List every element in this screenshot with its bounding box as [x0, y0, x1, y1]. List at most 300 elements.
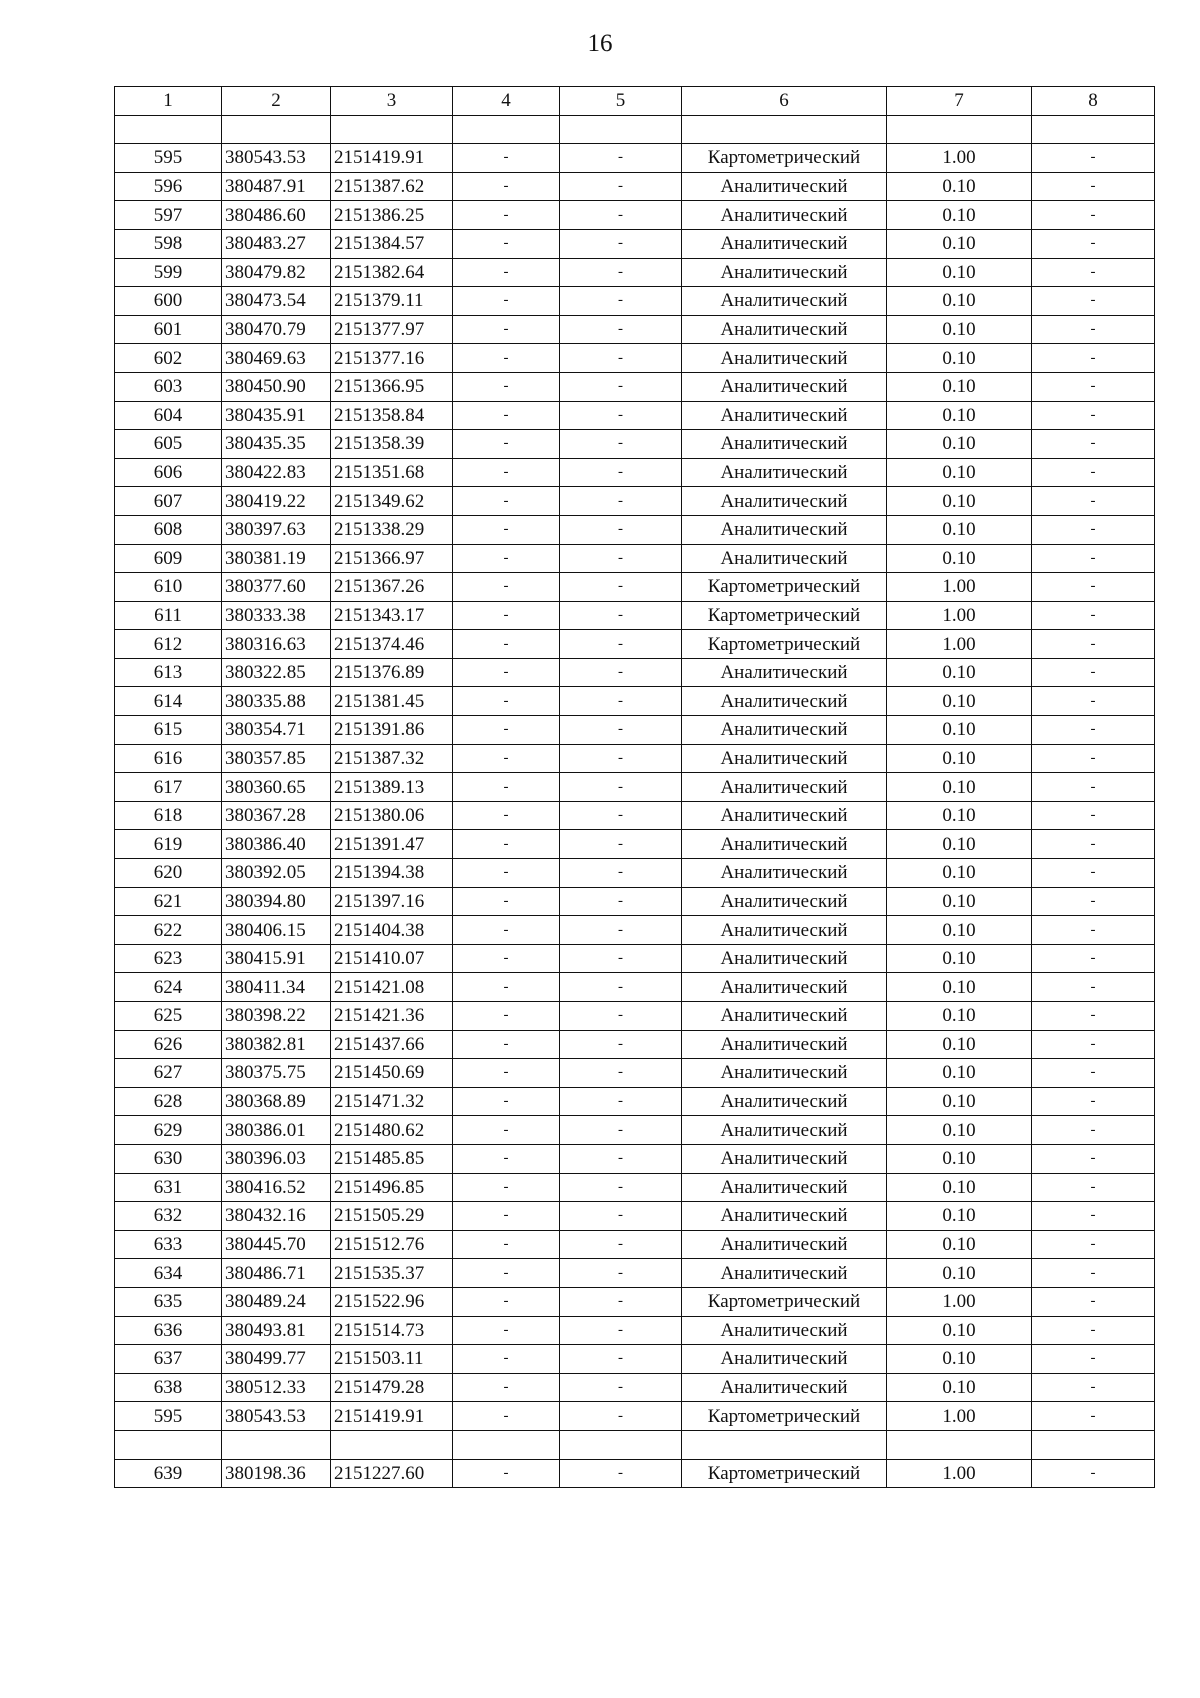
table-cell: Аналитический	[682, 859, 887, 888]
table-cell: -	[560, 916, 682, 945]
table-cell: Аналитический	[682, 1259, 887, 1288]
table-cell: 629	[115, 1116, 222, 1145]
table-cell: Картометрический	[682, 1402, 887, 1431]
table-cell: 2151366.95	[331, 372, 453, 401]
table-cell: -	[1032, 973, 1155, 1002]
table-cell: 1.00	[887, 1459, 1032, 1488]
table-cell: -	[560, 458, 682, 487]
table-cell: -	[453, 344, 560, 373]
table-cell: -	[453, 1116, 560, 1145]
table-cell: -	[453, 1173, 560, 1202]
table-cell: 612	[115, 630, 222, 659]
table-cell: 0.10	[887, 258, 1032, 287]
table-row	[115, 487, 1155, 516]
empty-row	[115, 1430, 1155, 1459]
table-cell: -	[560, 1402, 682, 1431]
table-row	[115, 287, 1155, 316]
table-cell: 2151382.64	[331, 258, 453, 287]
table-cell: 0.10	[887, 859, 1032, 888]
table-cell: 0.10	[887, 1173, 1032, 1202]
table-cell: -	[453, 1345, 560, 1374]
table-cell: 597	[115, 201, 222, 230]
table-cell: Аналитический	[682, 1087, 887, 1116]
table-cell: Аналитический	[682, 916, 887, 945]
table-row	[115, 630, 1155, 659]
table-cell: 610	[115, 573, 222, 602]
table-cell: 622	[115, 916, 222, 945]
table-cell: -	[453, 830, 560, 859]
table-cell	[331, 115, 453, 144]
table-cell	[222, 115, 331, 144]
table-cell: -	[560, 1173, 682, 1202]
table-cell: Картометрический	[682, 601, 887, 630]
table-row	[115, 172, 1155, 201]
table-cell: -	[1032, 458, 1155, 487]
table-cell: -	[560, 1345, 682, 1374]
table-cell: 638	[115, 1373, 222, 1402]
table-cell: -	[560, 687, 682, 716]
table-row	[115, 144, 1155, 173]
table-cell: 2151349.62	[331, 487, 453, 516]
table-cell: 1.00	[887, 1402, 1032, 1431]
table-cell: Аналитический	[682, 172, 887, 201]
column-header-3: 3	[331, 87, 453, 116]
table-cell: -	[453, 630, 560, 659]
table-cell: 380381.19	[222, 544, 331, 573]
table-row	[115, 1259, 1155, 1288]
table-cell: -	[453, 1059, 560, 1088]
table-cell: -	[560, 1030, 682, 1059]
table-cell	[682, 1430, 887, 1459]
table-cell: 2151514.73	[331, 1316, 453, 1345]
table-cell: 2151367.26	[331, 573, 453, 602]
table-cell: 0.10	[887, 544, 1032, 573]
table-cell: -	[560, 1144, 682, 1173]
table-cell: -	[560, 1059, 682, 1088]
table-cell: 595	[115, 144, 222, 173]
table-cell: 616	[115, 744, 222, 773]
table-cell: -	[1032, 1202, 1155, 1231]
table-cell: -	[560, 544, 682, 573]
table-cell: -	[1032, 830, 1155, 859]
table-cell: -	[1032, 287, 1155, 316]
table-cell: Аналитический	[682, 716, 887, 745]
table-cell: Картометрический	[682, 1459, 887, 1488]
table-cell: -	[453, 1316, 560, 1345]
table-cell: 2151377.16	[331, 344, 453, 373]
table-cell: -	[1032, 258, 1155, 287]
column-header-1: 1	[115, 87, 222, 116]
table-row	[115, 973, 1155, 1002]
table-cell: -	[560, 773, 682, 802]
table-cell: Аналитический	[682, 458, 887, 487]
table-cell: -	[1032, 630, 1155, 659]
table-cell: 380411.34	[222, 973, 331, 1002]
table-cell: 2151391.47	[331, 830, 453, 859]
table-cell: 602	[115, 344, 222, 373]
table-cell: 0.10	[887, 1144, 1032, 1173]
table-cell: -	[453, 229, 560, 258]
table-cell: 380322.85	[222, 658, 331, 687]
table-cell: 380415.91	[222, 944, 331, 973]
table-cell: 2151384.57	[331, 229, 453, 258]
table-cell: Аналитический	[682, 401, 887, 430]
table-cell: 2151338.29	[331, 515, 453, 544]
table-cell: -	[560, 229, 682, 258]
table-cell: -	[1032, 1002, 1155, 1031]
table-cell: 606	[115, 458, 222, 487]
table-cell: -	[560, 1259, 682, 1288]
table-cell: -	[453, 1259, 560, 1288]
table-row	[115, 801, 1155, 830]
table-cell: 600	[115, 287, 222, 316]
table-cell: 380333.38	[222, 601, 331, 630]
table-cell: 0.10	[887, 1059, 1032, 1088]
table-cell: -	[560, 144, 682, 173]
table-cell: Аналитический	[682, 430, 887, 459]
table-cell: -	[1032, 773, 1155, 802]
table-cell: -	[1032, 172, 1155, 201]
table-cell: Аналитический	[682, 201, 887, 230]
table-cell: -	[1032, 315, 1155, 344]
table-cell: 617	[115, 773, 222, 802]
table-cell: 380445.70	[222, 1230, 331, 1259]
table-cell	[560, 1430, 682, 1459]
column-header-4: 4	[453, 87, 560, 116]
table-cell: 380416.52	[222, 1173, 331, 1202]
table-cell: 635	[115, 1287, 222, 1316]
column-header-8: 8	[1032, 87, 1155, 116]
table-cell: -	[453, 372, 560, 401]
table-cell: 624	[115, 973, 222, 1002]
table-cell: -	[453, 430, 560, 459]
table-cell: Аналитический	[682, 1230, 887, 1259]
table-row	[115, 258, 1155, 287]
table-cell: -	[1032, 372, 1155, 401]
table-cell: 380392.05	[222, 859, 331, 888]
table-cell: 380543.53	[222, 144, 331, 173]
table-cell: -	[1032, 887, 1155, 916]
coordinates-table	[114, 86, 1155, 1488]
table-cell: 380198.36	[222, 1459, 331, 1488]
table-cell: 2151380.06	[331, 801, 453, 830]
table-cell: -	[560, 1002, 682, 1031]
table-cell: 608	[115, 515, 222, 544]
table-cell: 2151343.17	[331, 601, 453, 630]
table-cell: -	[453, 201, 560, 230]
table-cell: Аналитический	[682, 658, 887, 687]
table-row	[115, 716, 1155, 745]
table-cell: 0.10	[887, 1316, 1032, 1345]
table-cell: 0.10	[887, 1002, 1032, 1031]
table-cell: -	[453, 801, 560, 830]
table-row	[115, 1402, 1155, 1431]
table-cell: -	[453, 944, 560, 973]
table-cell: 380335.88	[222, 687, 331, 716]
table-cell: 637	[115, 1345, 222, 1374]
table-row	[115, 773, 1155, 802]
table-cell: -	[560, 201, 682, 230]
table-cell	[1032, 1430, 1155, 1459]
table-cell: Аналитический	[682, 1202, 887, 1231]
table-cell: -	[560, 801, 682, 830]
table-cell: 601	[115, 315, 222, 344]
table-cell: -	[453, 515, 560, 544]
table-cell: 0.10	[887, 801, 1032, 830]
table-cell: -	[1032, 1345, 1155, 1374]
table-row	[115, 458, 1155, 487]
table-cell: -	[560, 172, 682, 201]
table-cell: 380354.71	[222, 716, 331, 745]
table-cell: -	[453, 1373, 560, 1402]
table-cell: 2151480.62	[331, 1116, 453, 1145]
table-cell: -	[453, 887, 560, 916]
table-cell: 380397.63	[222, 515, 331, 544]
table-cell: 2151358.84	[331, 401, 453, 430]
table-cell: -	[453, 1087, 560, 1116]
table-cell	[222, 1430, 331, 1459]
table-cell: 599	[115, 258, 222, 287]
table-cell: 380398.22	[222, 1002, 331, 1031]
table-cell: -	[560, 401, 682, 430]
table-cell: -	[1032, 1116, 1155, 1145]
table-cell: -	[1032, 859, 1155, 888]
table-cell: 2151512.76	[331, 1230, 453, 1259]
table-row	[115, 1002, 1155, 1031]
table-cell: 2151386.25	[331, 201, 453, 230]
table-cell: 595	[115, 1402, 222, 1431]
table-cell: 623	[115, 944, 222, 973]
table-cell: -	[1032, 201, 1155, 230]
table-cell: 2151503.11	[331, 1345, 453, 1374]
table-cell: -	[453, 687, 560, 716]
table-cell: -	[560, 973, 682, 1002]
table-row	[115, 515, 1155, 544]
table-cell: 0.10	[887, 401, 1032, 430]
table-cell: 1.00	[887, 144, 1032, 173]
table-cell: -	[1032, 716, 1155, 745]
table-cell: 0.10	[887, 1202, 1032, 1231]
table-row	[115, 315, 1155, 344]
table-cell: 2151377.97	[331, 315, 453, 344]
table-cell: 380375.75	[222, 1059, 331, 1088]
table-cell: 2151496.85	[331, 1173, 453, 1202]
table-cell: 633	[115, 1230, 222, 1259]
table-cell: -	[560, 601, 682, 630]
table-cell: 607	[115, 487, 222, 516]
table-cell: 0.10	[887, 973, 1032, 1002]
table-cell: Аналитический	[682, 944, 887, 973]
table-cell: -	[560, 1316, 682, 1345]
table-cell: 2151376.89	[331, 658, 453, 687]
table-cell: 0.10	[887, 430, 1032, 459]
table-cell: 2151227.60	[331, 1459, 453, 1488]
table-row	[115, 887, 1155, 916]
table-cell: -	[560, 315, 682, 344]
table-row	[115, 544, 1155, 573]
table-cell	[453, 115, 560, 144]
table-row	[115, 1316, 1155, 1345]
table-cell: -	[1032, 1287, 1155, 1316]
table-cell: 380386.40	[222, 830, 331, 859]
table-cell: Аналитический	[682, 744, 887, 773]
table-cell: Аналитический	[682, 315, 887, 344]
table-row	[115, 744, 1155, 773]
table-cell: 1.00	[887, 630, 1032, 659]
table-row	[115, 1459, 1155, 1488]
table-cell: 0.10	[887, 658, 1032, 687]
table-cell: 619	[115, 830, 222, 859]
table-body	[115, 115, 1155, 1488]
table-cell: -	[1032, 573, 1155, 602]
table-cell: 0.10	[887, 201, 1032, 230]
table-cell	[331, 1430, 453, 1459]
table-cell: 630	[115, 1144, 222, 1173]
table-cell: 626	[115, 1030, 222, 1059]
table-row	[115, 1116, 1155, 1145]
table-cell: -	[560, 430, 682, 459]
table-cell: 380487.91	[222, 172, 331, 201]
table-cell: -	[560, 515, 682, 544]
table-cell: -	[1032, 801, 1155, 830]
table-cell: 380435.91	[222, 401, 331, 430]
table-cell: 1.00	[887, 1287, 1032, 1316]
table-row	[115, 601, 1155, 630]
table-cell: -	[453, 315, 560, 344]
table-cell: 380435.35	[222, 430, 331, 459]
table-cell: Аналитический	[682, 287, 887, 316]
table-cell	[682, 115, 887, 144]
table-cell: 0.10	[887, 830, 1032, 859]
table-cell: 0.10	[887, 687, 1032, 716]
table-cell: -	[560, 716, 682, 745]
table-cell	[1032, 115, 1155, 144]
table-cell: -	[1032, 144, 1155, 173]
table-cell: -	[1032, 1087, 1155, 1116]
table-cell: -	[560, 1373, 682, 1402]
table-cell: 615	[115, 716, 222, 745]
table-cell: 639	[115, 1459, 222, 1488]
table-header-row	[115, 87, 1155, 116]
table-cell: -	[1032, 1316, 1155, 1345]
table-cell: -	[453, 487, 560, 516]
table-cell: 380483.27	[222, 229, 331, 258]
table-cell: 634	[115, 1259, 222, 1288]
table-cell: 627	[115, 1059, 222, 1088]
table-cell: Аналитический	[682, 801, 887, 830]
table-cell: 618	[115, 801, 222, 830]
table-cell: -	[560, 744, 682, 773]
table-cell: 604	[115, 401, 222, 430]
table-cell: Аналитический	[682, 1059, 887, 1088]
page-number: 16	[587, 30, 613, 57]
table-cell: Аналитический	[682, 973, 887, 1002]
table-cell: 2151505.29	[331, 1202, 453, 1231]
table-cell: 380512.33	[222, 1373, 331, 1402]
table-row	[115, 430, 1155, 459]
table-cell: -	[1032, 229, 1155, 258]
table-cell: 380450.90	[222, 372, 331, 401]
table-row	[115, 1059, 1155, 1088]
column-header-5: 5	[560, 87, 682, 116]
table-cell: -	[560, 1230, 682, 1259]
table-cell: -	[453, 1459, 560, 1488]
table-cell: -	[453, 973, 560, 1002]
table-cell: 0.10	[887, 744, 1032, 773]
table-cell: 0.10	[887, 1030, 1032, 1059]
table-cell: -	[453, 1202, 560, 1231]
table-cell: -	[453, 544, 560, 573]
table-cell: 380470.79	[222, 315, 331, 344]
table-row	[115, 1287, 1155, 1316]
table-cell: 628	[115, 1087, 222, 1116]
table-cell: 611	[115, 601, 222, 630]
table-cell: 0.10	[887, 458, 1032, 487]
table-cell: Аналитический	[682, 1144, 887, 1173]
table-cell: -	[453, 859, 560, 888]
table-cell: 380360.65	[222, 773, 331, 802]
table-cell: 2151387.62	[331, 172, 453, 201]
table-row	[115, 201, 1155, 230]
table-cell: 2151366.97	[331, 544, 453, 573]
table-cell: Аналитический	[682, 1173, 887, 1202]
table-cell: Картометрический	[682, 573, 887, 602]
table-cell: Аналитический	[682, 258, 887, 287]
table-row	[115, 1373, 1155, 1402]
table-cell: 636	[115, 1316, 222, 1345]
table-cell: -	[1032, 515, 1155, 544]
table-cell: 2151437.66	[331, 1030, 453, 1059]
table-cell: 1.00	[887, 573, 1032, 602]
table-cell: 2151379.11	[331, 287, 453, 316]
table-cell: -	[453, 601, 560, 630]
table-cell: -	[1032, 1030, 1155, 1059]
table-row	[115, 1230, 1155, 1259]
table-cell	[887, 1430, 1032, 1459]
table-cell: -	[560, 573, 682, 602]
table-cell: -	[1032, 1402, 1155, 1431]
table-cell: 0.10	[887, 944, 1032, 973]
table-cell: Картометрический	[682, 630, 887, 659]
table-cell: 2151397.16	[331, 887, 453, 916]
table-cell: 2151419.91	[331, 1402, 453, 1431]
table-cell: 0.10	[887, 1345, 1032, 1374]
table-cell: 2151381.45	[331, 687, 453, 716]
table-cell: -	[453, 144, 560, 173]
table-cell: Аналитический	[682, 1030, 887, 1059]
table-cell: 0.10	[887, 1259, 1032, 1288]
table-cell: -	[453, 1230, 560, 1259]
table-cell: 0.10	[887, 773, 1032, 802]
table-cell: 2151410.07	[331, 944, 453, 973]
table-cell: 380419.22	[222, 487, 331, 516]
table-cell: Аналитический	[682, 372, 887, 401]
table-cell: 380367.28	[222, 801, 331, 830]
table-cell: -	[453, 1287, 560, 1316]
table-cell: Аналитический	[682, 229, 887, 258]
table-cell: 380382.81	[222, 1030, 331, 1059]
table-cell: Аналитический	[682, 1345, 887, 1374]
table-cell: -	[560, 487, 682, 516]
table-cell: -	[1032, 1459, 1155, 1488]
table-cell: 2151421.36	[331, 1002, 453, 1031]
table-cell: 380406.15	[222, 916, 331, 945]
table-cell: -	[1032, 601, 1155, 630]
table-cell: 2151471.32	[331, 1087, 453, 1116]
table-cell: 0.10	[887, 372, 1032, 401]
table-row	[115, 1202, 1155, 1231]
table-cell: 380396.03	[222, 1144, 331, 1173]
